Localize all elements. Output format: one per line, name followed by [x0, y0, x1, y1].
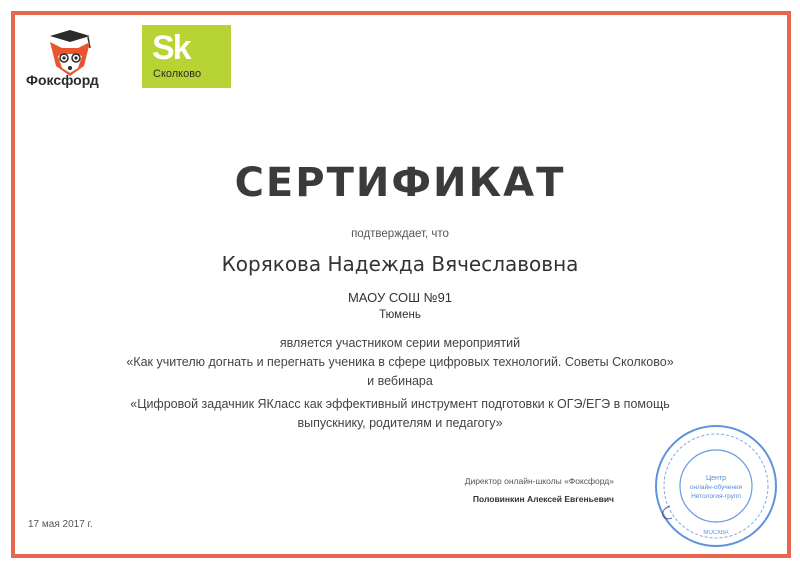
- director-name: Половинкин Алексей Евгеньевич: [472, 494, 614, 504]
- school-name: МАОУ СОШ №91: [347, 290, 453, 305]
- recipient-name: Корякова Надежда Вячеславовна: [221, 252, 579, 276]
- issue-date: 17 мая 2017 г.: [28, 519, 93, 530]
- svg-text:МОСКВА: МОСКВА: [703, 530, 729, 536]
- svg-text:Нетология-групп: Нетология-групп: [691, 493, 741, 500]
- svg-text:Центр: Центр: [705, 475, 727, 482]
- webinar-title-line2: выпускнику, родителям и педагогу»: [297, 416, 503, 430]
- certificate-title: СЕРТИФИКАТ: [234, 160, 566, 206]
- seal-stamp: [652, 422, 780, 550]
- webinar-title-line1: «Цифровой задачник ЯКласс как эффективный инструмент подготовки к ОГЭ/ЕГЭ в помощь: [130, 397, 670, 411]
- event-series-title: «Как учителю догнать и перегнать ученика в сфере цифровых технологий. Советы Сколково»: [126, 355, 674, 369]
- svg-text:онлайн-обучения: онлайн-обучения: [689, 484, 743, 491]
- skolkovo-logo: [142, 25, 231, 88]
- skolkovo-letters: Sk: [152, 29, 190, 67]
- director-title: Директор онлайн-школы «Фоксфорд»: [464, 476, 614, 486]
- participant-text: является участником серии мероприятий: [279, 336, 521, 350]
- skolkovo-name: Сколково: [153, 68, 202, 80]
- foxford-name: Фоксфорд: [26, 72, 99, 88]
- confirms-text: подтверждает, что: [351, 228, 449, 240]
- webinar-text: и вебинара: [367, 374, 433, 388]
- city-name: Тюмень: [379, 309, 421, 321]
